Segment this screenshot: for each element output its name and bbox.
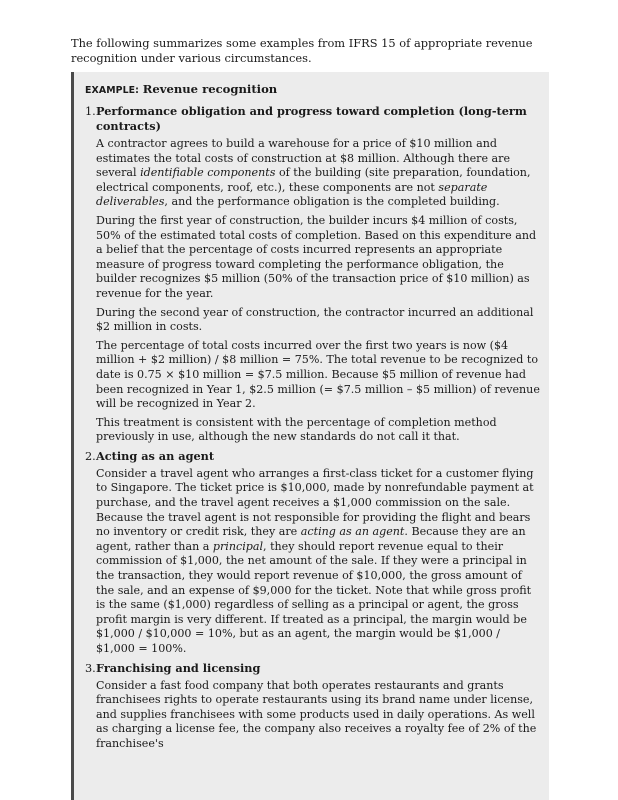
text-run: , they should report revenue equal to their commission of $1,000, the net amount of the sale. If they were a principal in the transaction, they would report revenue of $10,000, the gross amount of the sale, and an expense of $9,000 for the ticket. Note that while gross profit is the same ($1,000) regardless of selling as a principal or agent, the gross profit margin is very different. If treated as a principal, the margin would be $1,000 / $10,000 = 10%, but as an agent, the margin would be $1,000 / $1,000 = 100%.: [96, 539, 532, 655]
body-paragraph: The percentage of total costs incurred over the first two years is now ($4 million + $2 million) / $8 million = 75%. The total revenue to be recognized to date is 0.75 × $10 million = $7.5 million. Because $5 million of revenue had been recognized in Year 1, $2.5 million (= $7.5 million – $5 million) of revenue will be recognized in Year 2.: [96, 338, 540, 411]
body-paragraph: This treatment is consistent with the percentage of completion method previously in use, although the new standards do not call it that.: [96, 415, 497, 444]
item-number: 2.: [85, 449, 96, 463]
example-label: EXAMPLE:: [85, 85, 140, 96]
item-heading-text: Performance obligation and progress toward completion (long-term contracts): [96, 104, 527, 133]
item-heading: [85, 660, 541, 676]
intro-paragraph: The following summarizes some examples from IFRS 15 of appropriate revenue recognition under various circumstances.: [71, 36, 533, 65]
text-run: of the building (site preparation, foundation, electrical components, roof, etc.), these components are not: [96, 166, 531, 194]
example-title: Revenue recognition: [142, 82, 278, 96]
text-run: . Because they are an agent, rather than a: [96, 525, 526, 553]
body-paragraph: Consider a fast food company that both operates restaurants and grants franchisees rights to operate restaurants using its brand name under license, and supplies franchisees with some products used in daily operations. As well as charging a license fee, the company also receives a royalty fee of 2% of the franchisee's: [96, 678, 537, 750]
emphasis-text: acting as an agent: [300, 525, 405, 539]
example-box: [71, 72, 549, 800]
emphasis-text: principal: [212, 539, 264, 553]
item-heading-text: Acting as an agent: [96, 448, 215, 463]
body-paragraph: During the second year of construction, the contractor incurred an additional $2 million in costs.: [96, 305, 534, 334]
list-item-performance-obligation: [85, 104, 541, 445]
list-item-franchising: [85, 661, 541, 752]
body-paragraph: [96, 137, 541, 210]
body-paragraph: [96, 467, 541, 657]
emphasis-text: identifiable components: [140, 166, 276, 180]
text-run: , and the performance obligation is the completed building.: [164, 195, 500, 209]
text-run: Consider a travel agent who arranges a first-class ticket for a customer flying to Singapore. The ticket price is $10,000, made by nonrefundable payment at purchase, and the travel agent receives a $1,000 commission on the sale. Because the travel agent is not responsible for providing the flight and bears no inventory or credit risk, they are: [96, 466, 534, 539]
list-item-acting-as-agent: [85, 449, 541, 657]
item-heading: [85, 448, 541, 464]
item-heading-text: Franchising and licensing: [96, 660, 261, 675]
item-number: 3.: [85, 661, 96, 675]
item-number: 1.: [85, 105, 96, 118]
text-run: A contractor agrees to build a warehouse for a price of $10 million and estimates the total costs of construction at $8 million. Although there are several: [96, 137, 511, 180]
item-heading: [85, 104, 541, 134]
emphasis-text: separate deliverables: [96, 180, 488, 209]
example-item-list: [85, 104, 541, 752]
example-heading: [85, 82, 541, 98]
body-paragraph: During the first year of construction, the builder incurs $4 million of costs, 50% of the estimated total costs of completion. Based on this expenditure and a belief that the percentage of costs incurred represents an appropriate measure of progress toward completing the performance obligation, the builder recognizes $5 million (50% of the transaction price of $10 million) as revenue for the year.: [96, 213, 537, 300]
